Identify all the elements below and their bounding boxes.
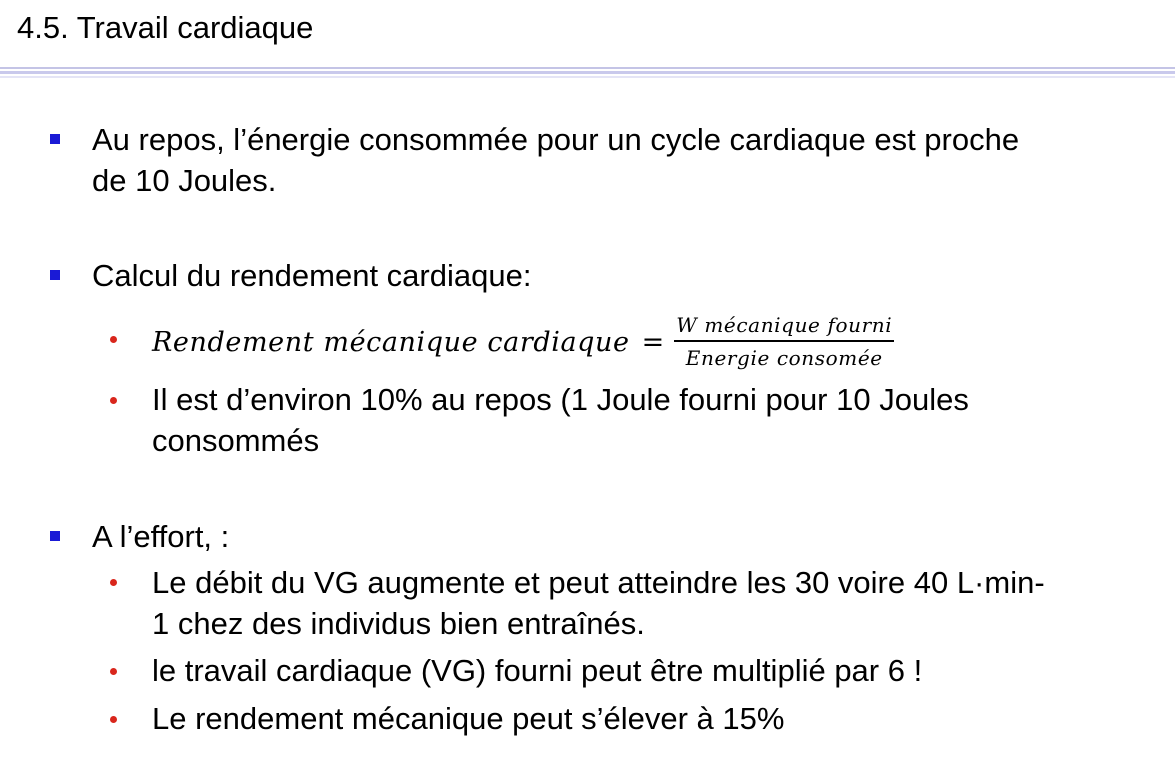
round-bullet-icon	[110, 397, 117, 404]
bullet-text: Il est d’environ 10% au repos (1 Joule fourni pour 10 Joules	[152, 382, 969, 417]
square-bullet-icon	[50, 531, 60, 541]
bullet-text: Calcul du rendement cardiaque:	[92, 258, 532, 293]
formula-lhs: Rendement mécanique cardiaque	[152, 326, 630, 358]
bullet-text: consommés	[152, 423, 320, 458]
formula-denominator: Energie consomée	[685, 346, 883, 370]
bullet-text: Le rendement mécanique peut s’élever à 15%	[152, 701, 785, 736]
formula-equals: =	[641, 326, 665, 358]
bullet-text: 1 chez des individus bien entraînés.	[152, 606, 645, 641]
round-bullet-icon	[110, 579, 117, 586]
round-bullet-icon	[110, 668, 117, 675]
round-bullet-icon	[110, 716, 117, 723]
formula-numerator: W mécanique fourni	[676, 313, 893, 337]
slide-title: 4.5. Travail cardiaque	[17, 10, 314, 45]
title-divider-line	[0, 67, 1175, 69]
square-bullet-icon	[50, 270, 60, 280]
square-bullet-icon	[50, 134, 60, 144]
bullet-text: Au repos, l’énergie consommée pour un cycle cardiaque est proche	[92, 122, 1020, 157]
bullet-text: de 10 Joules.	[92, 163, 277, 198]
bullet-text: le travail cardiaque (VG) fourni peut être multiplié par 6 !	[152, 653, 923, 688]
round-bullet-icon	[110, 336, 117, 343]
formula-fraction	[674, 312, 894, 372]
bullet-text: Le débit du VG augmente et peut atteindre les 30 voire 40 L·min-	[152, 565, 1045, 600]
bullet-text: A l’effort, :	[92, 519, 230, 554]
title-divider-line	[0, 71, 1175, 74]
efficiency-formula	[152, 310, 894, 374]
title-divider	[0, 67, 1175, 79]
title-divider-line	[0, 76, 1175, 78]
